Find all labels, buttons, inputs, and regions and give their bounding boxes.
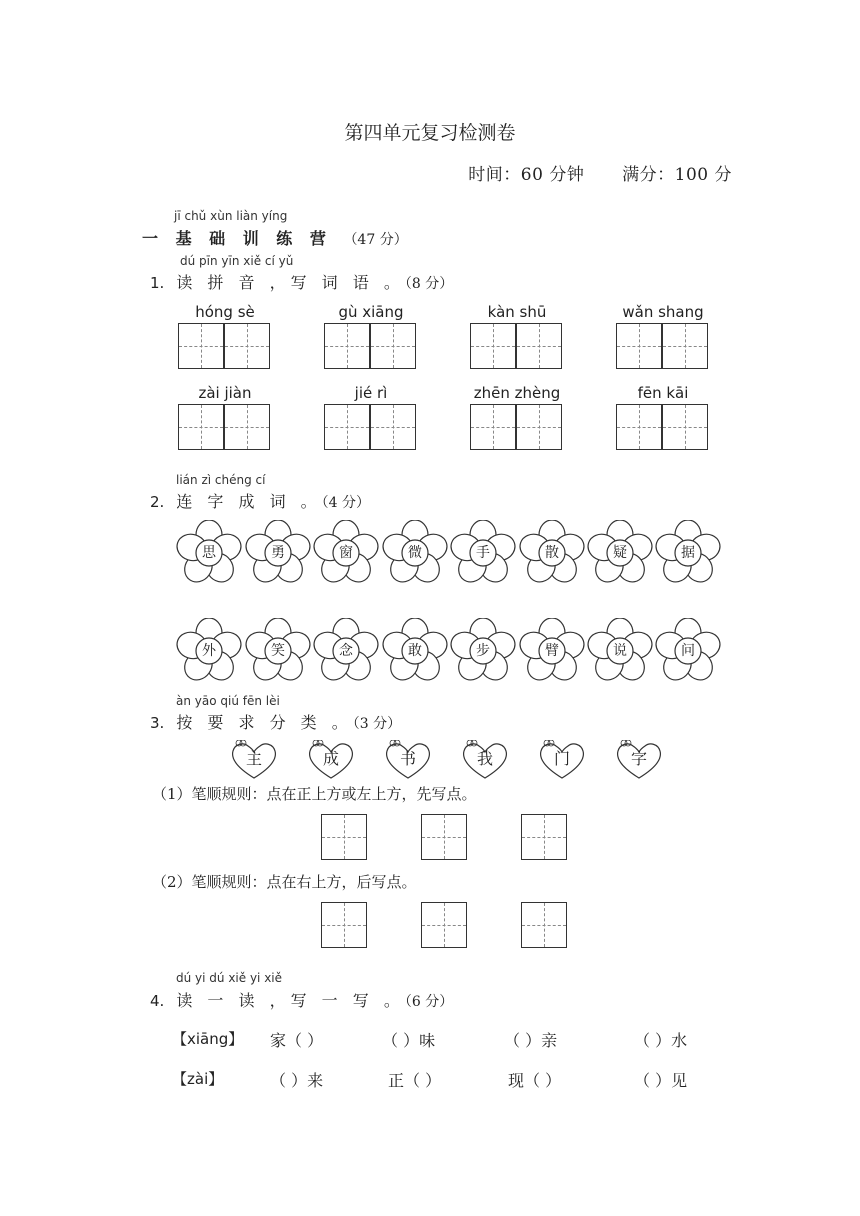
fill-blank[interactable]: 正（ ） [388,1071,442,1090]
fill-blank[interactable]: 现（ ） [508,1071,562,1090]
q1-word-pinyin: zhēn zhèng [473,384,561,402]
writing-box[interactable] [321,814,367,860]
flower-tile[interactable] [519,520,585,586]
section-title: 一 基 础 训 练 营 [142,229,332,248]
q4-text: 读 一 读 ，写 一 写 。 [176,991,405,1010]
flower-tile[interactable] [587,520,653,586]
flower-tile[interactable] [382,618,448,684]
flower-tile[interactable] [176,520,242,586]
pinyin-tag: 【xiāng】 [172,1030,244,1048]
writing-box[interactable] [421,902,467,948]
q1-number: 1. [150,274,165,292]
q4-number: 4. [150,992,165,1010]
q2-number: 2. [150,493,165,511]
writing-box[interactable] [616,323,662,369]
heart-tile[interactable] [384,740,432,780]
fill-blank[interactable]: 家（ ） [270,1031,324,1050]
rule-1-text: （1）笔顺规则：点在正上方或左上方，先写点。 [152,785,477,803]
flower-tile[interactable] [382,520,448,586]
fill-blank[interactable]: （ ）见 [634,1071,688,1090]
writing-box[interactable] [370,404,416,450]
writing-box[interactable] [516,323,562,369]
heart-tile[interactable] [615,740,663,780]
q1-word-pinyin: zài jiàn [198,384,252,402]
q2-points: （4 分） [321,495,371,511]
writing-box[interactable] [516,404,562,450]
section-pinyin: jī chǔ xùn liàn yíng [174,209,288,223]
section-points: （47 分） [343,232,408,248]
q3-number: 3. [150,714,165,732]
q3-text: 按 要 求 分 类 。 [176,713,353,732]
heart-tile[interactable] [461,740,509,780]
flower-tile[interactable] [313,618,379,684]
heart-char: 主 [245,749,262,768]
flower-char: 念 [339,643,353,659]
heart-tile[interactable] [230,740,278,780]
fill-line-2 [172,1068,223,1089]
q2-heading [150,489,370,512]
flower-tile[interactable] [655,618,721,684]
writing-box[interactable] [662,404,708,450]
flower-char: 说 [613,643,627,659]
flower-char: 步 [476,643,490,659]
q1-word-pinyin: wǎn shang [622,303,704,321]
writing-box[interactable] [421,814,467,860]
fill-blank[interactable]: （ ）亲 [504,1031,558,1050]
fill-blank[interactable]: （ ）水 [634,1031,688,1050]
q1-word-pinyin: kàn shū [487,303,547,321]
rule-2-text: （2）笔顺规则：点在右上方，后写点。 [152,873,417,891]
flower-char: 思 [202,545,216,561]
q4-heading [150,988,453,1011]
flower-tile[interactable] [245,520,311,586]
heart-tile[interactable] [538,740,586,780]
flower-char: 敢 [408,643,422,659]
q4-points: （6 分） [404,994,454,1010]
writing-box[interactable] [662,323,708,369]
heart-char: 书 [399,749,416,768]
heart-tile[interactable] [307,740,355,780]
flower-tile[interactable] [245,618,311,684]
fill-blank[interactable]: （ ）味 [382,1031,436,1050]
flower-tile[interactable] [655,520,721,586]
flower-char: 臂 [545,643,559,659]
time-limit: 时间：60 分钟 [468,165,585,185]
writing-box[interactable] [370,323,416,369]
flower-char: 疑 [613,545,627,561]
heart-char: 门 [553,749,570,768]
q3-pinyin: àn yāo qiú fēn lèi [176,694,280,708]
flower-char: 外 [202,643,216,659]
flower-tile[interactable] [587,618,653,684]
flower-char: 窗 [339,545,353,561]
q1-text: 读 拼 音 ，写 词 语 。 [176,273,405,292]
fill-line-1 [172,1028,243,1049]
flower-char: 笑 [271,643,285,659]
writing-box[interactable] [470,323,516,369]
heart-char: 成 [322,749,339,768]
q1-word-pinyin: fēn kāi [637,384,689,402]
writing-box[interactable] [178,404,224,450]
heart-char: 我 [476,749,493,768]
q2-text: 连 字 成 词 。 [176,492,322,511]
flower-char: 微 [408,545,422,561]
flower-tile[interactable] [450,618,516,684]
flower-char: 据 [681,545,695,561]
exam-meta [466,160,732,185]
flower-tile[interactable] [313,520,379,586]
full-score: 满分：100 分 [622,165,732,185]
writing-box[interactable] [470,404,516,450]
heart-char: 字 [630,749,647,768]
q1-points: （8 分） [404,276,454,292]
q1-word-pinyin: hóng sè [195,303,255,321]
flower-char: 散 [545,545,559,561]
writing-box[interactable] [224,404,270,450]
q4-pinyin: dú yi dú xiě yi xiě [176,971,283,985]
writing-box[interactable] [324,323,370,369]
flower-tile[interactable] [176,618,242,684]
writing-box[interactable] [321,902,367,948]
writing-box[interactable] [178,323,224,369]
flower-char: 勇 [271,545,285,561]
q3-heading [150,710,401,733]
writing-box[interactable] [521,902,567,948]
flower-tile[interactable] [450,520,516,586]
q1-pinyin: dú pīn yīn xiě cí yǔ [180,254,294,268]
writing-box[interactable] [521,814,567,860]
q3-points: （3 分） [352,716,402,732]
writing-box[interactable] [324,404,370,450]
flower-char: 问 [681,643,695,659]
q1-word-pinyin: gù xiāng [338,303,404,321]
section-heading [142,226,408,249]
flower-char: 手 [476,545,490,561]
q1-word-pinyin: jié rì [354,384,388,402]
pinyin-tag: 【zài】 [172,1070,224,1088]
q2-pinyin: lián zì chéng cí [176,473,266,487]
flower-tile[interactable] [519,618,585,684]
q1-heading [150,270,453,293]
writing-box[interactable] [224,323,270,369]
fill-blank[interactable]: （ ）来 [270,1071,324,1090]
page-title: 第四单元复习检测卷 [344,122,516,144]
writing-box[interactable] [616,404,662,450]
